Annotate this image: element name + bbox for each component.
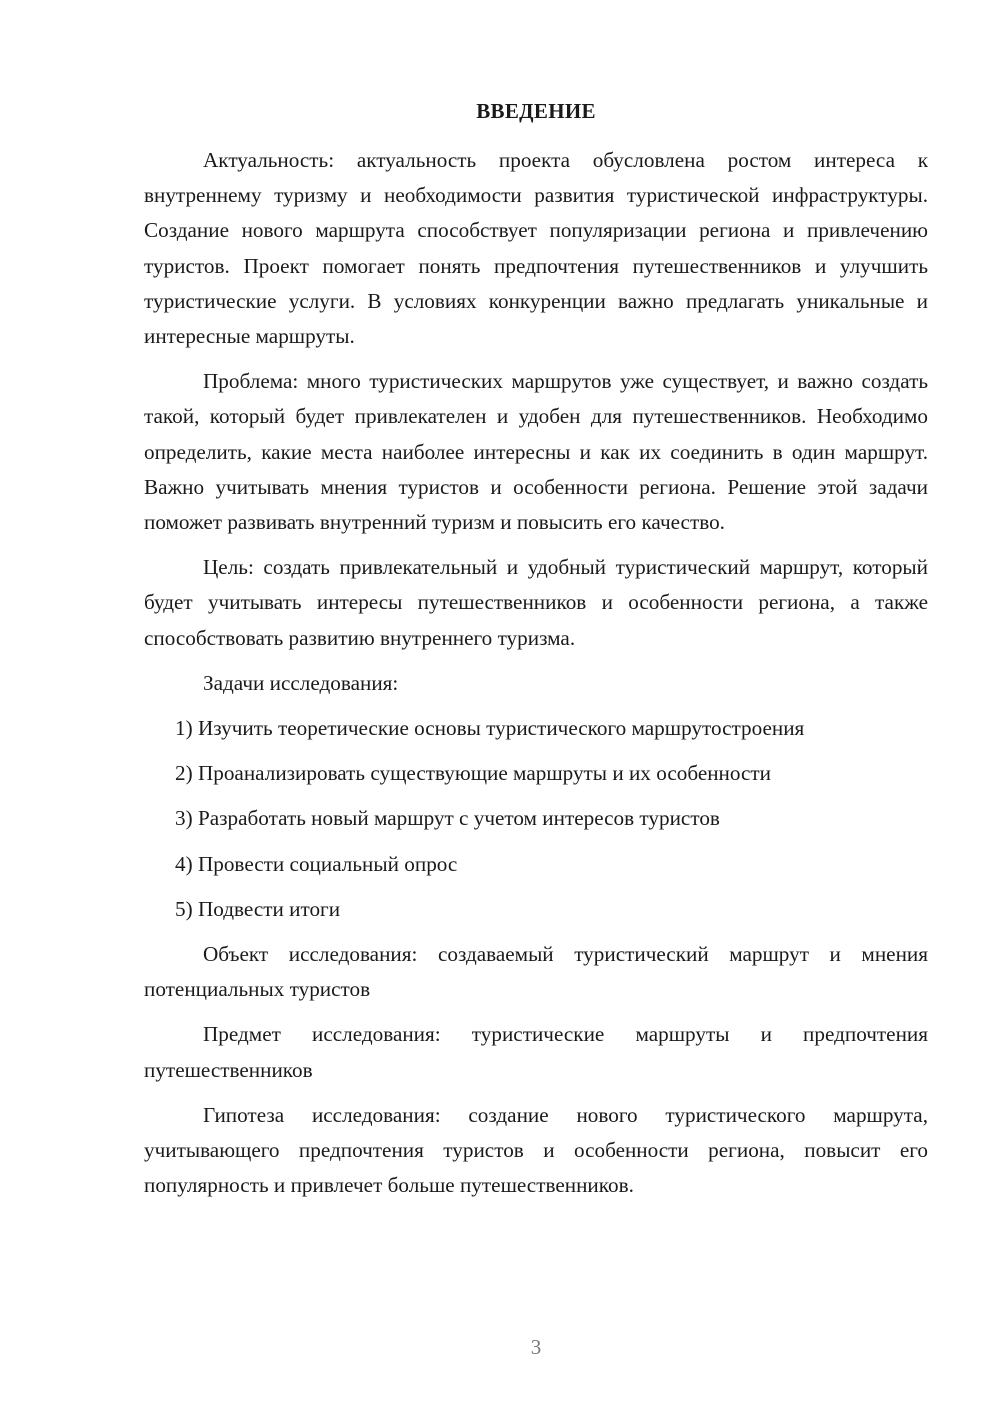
paragraph-goal: Цель: создать привлекательный и удобный туристический маршрут, который будет учитывать интересы путешественников и особенности региона, а также способствовать развитию внутреннего туризма. xyxy=(144,555,928,650)
page-number: 3 xyxy=(530,1335,542,1359)
closing-section xyxy=(144,937,928,1203)
task-item-3: 3) Разработать новый маршрут с учетом интересов туристов xyxy=(175,806,720,831)
task-item-5: 5) Подвести итоги xyxy=(175,896,341,921)
paragraph-subject: Предмет исследования: туристические маршруты и предпочтения путешественников xyxy=(144,1022,928,1082)
tasks-heading: Задачи исследования: xyxy=(203,670,399,695)
paragraph-object: Объект исследования: создаваемый туристический маршрут и мнения потенциальных туристов xyxy=(144,941,928,1002)
task-item-4: 4) Провести социальный опрос xyxy=(175,851,458,876)
document-body xyxy=(144,143,928,1203)
page-title: ВВЕДЕНИЕ xyxy=(476,99,596,123)
paragraph-problem: Проблема: много туристических маршрутов уже существует, и важно создать такой, который будет привлекателен и удобен для путешественников. Необходимо определить, какие места наиболее интересны и как их соединить в один маршрут. Важно учитывать мнения туристов и особенности региона. Решение этой задачи поможет развивать внутренний туризм и повысить его качество. xyxy=(144,369,928,535)
tasks-list xyxy=(144,711,928,927)
task-item-2: 2) Проанализировать существующие маршруты и их особенности xyxy=(175,761,772,786)
paragraph-relevance: Актуальность: актуальность проекта обусловлена ростом интереса к внутреннему туризму и необходимости развития туристической инфраструктуры. Создание нового маршрута способствует популяризации региона и привлечению туристов. Проект помогает понять предпочтения путешественников и улучшить туристические услуги. В условиях конкуренции важно предлагать уникальные и интересные маршруты. xyxy=(144,148,928,349)
paragraph-hypothesis: Гипотеза исследования: создание нового туристического маршрута, учитывающего предпочтения туристов и особенности региона, повысит его популярность и привлечет больше путешественников. xyxy=(144,1102,928,1198)
task-item-1: 1) Изучить теоретические основы туристического маршрутостроения xyxy=(175,716,805,741)
